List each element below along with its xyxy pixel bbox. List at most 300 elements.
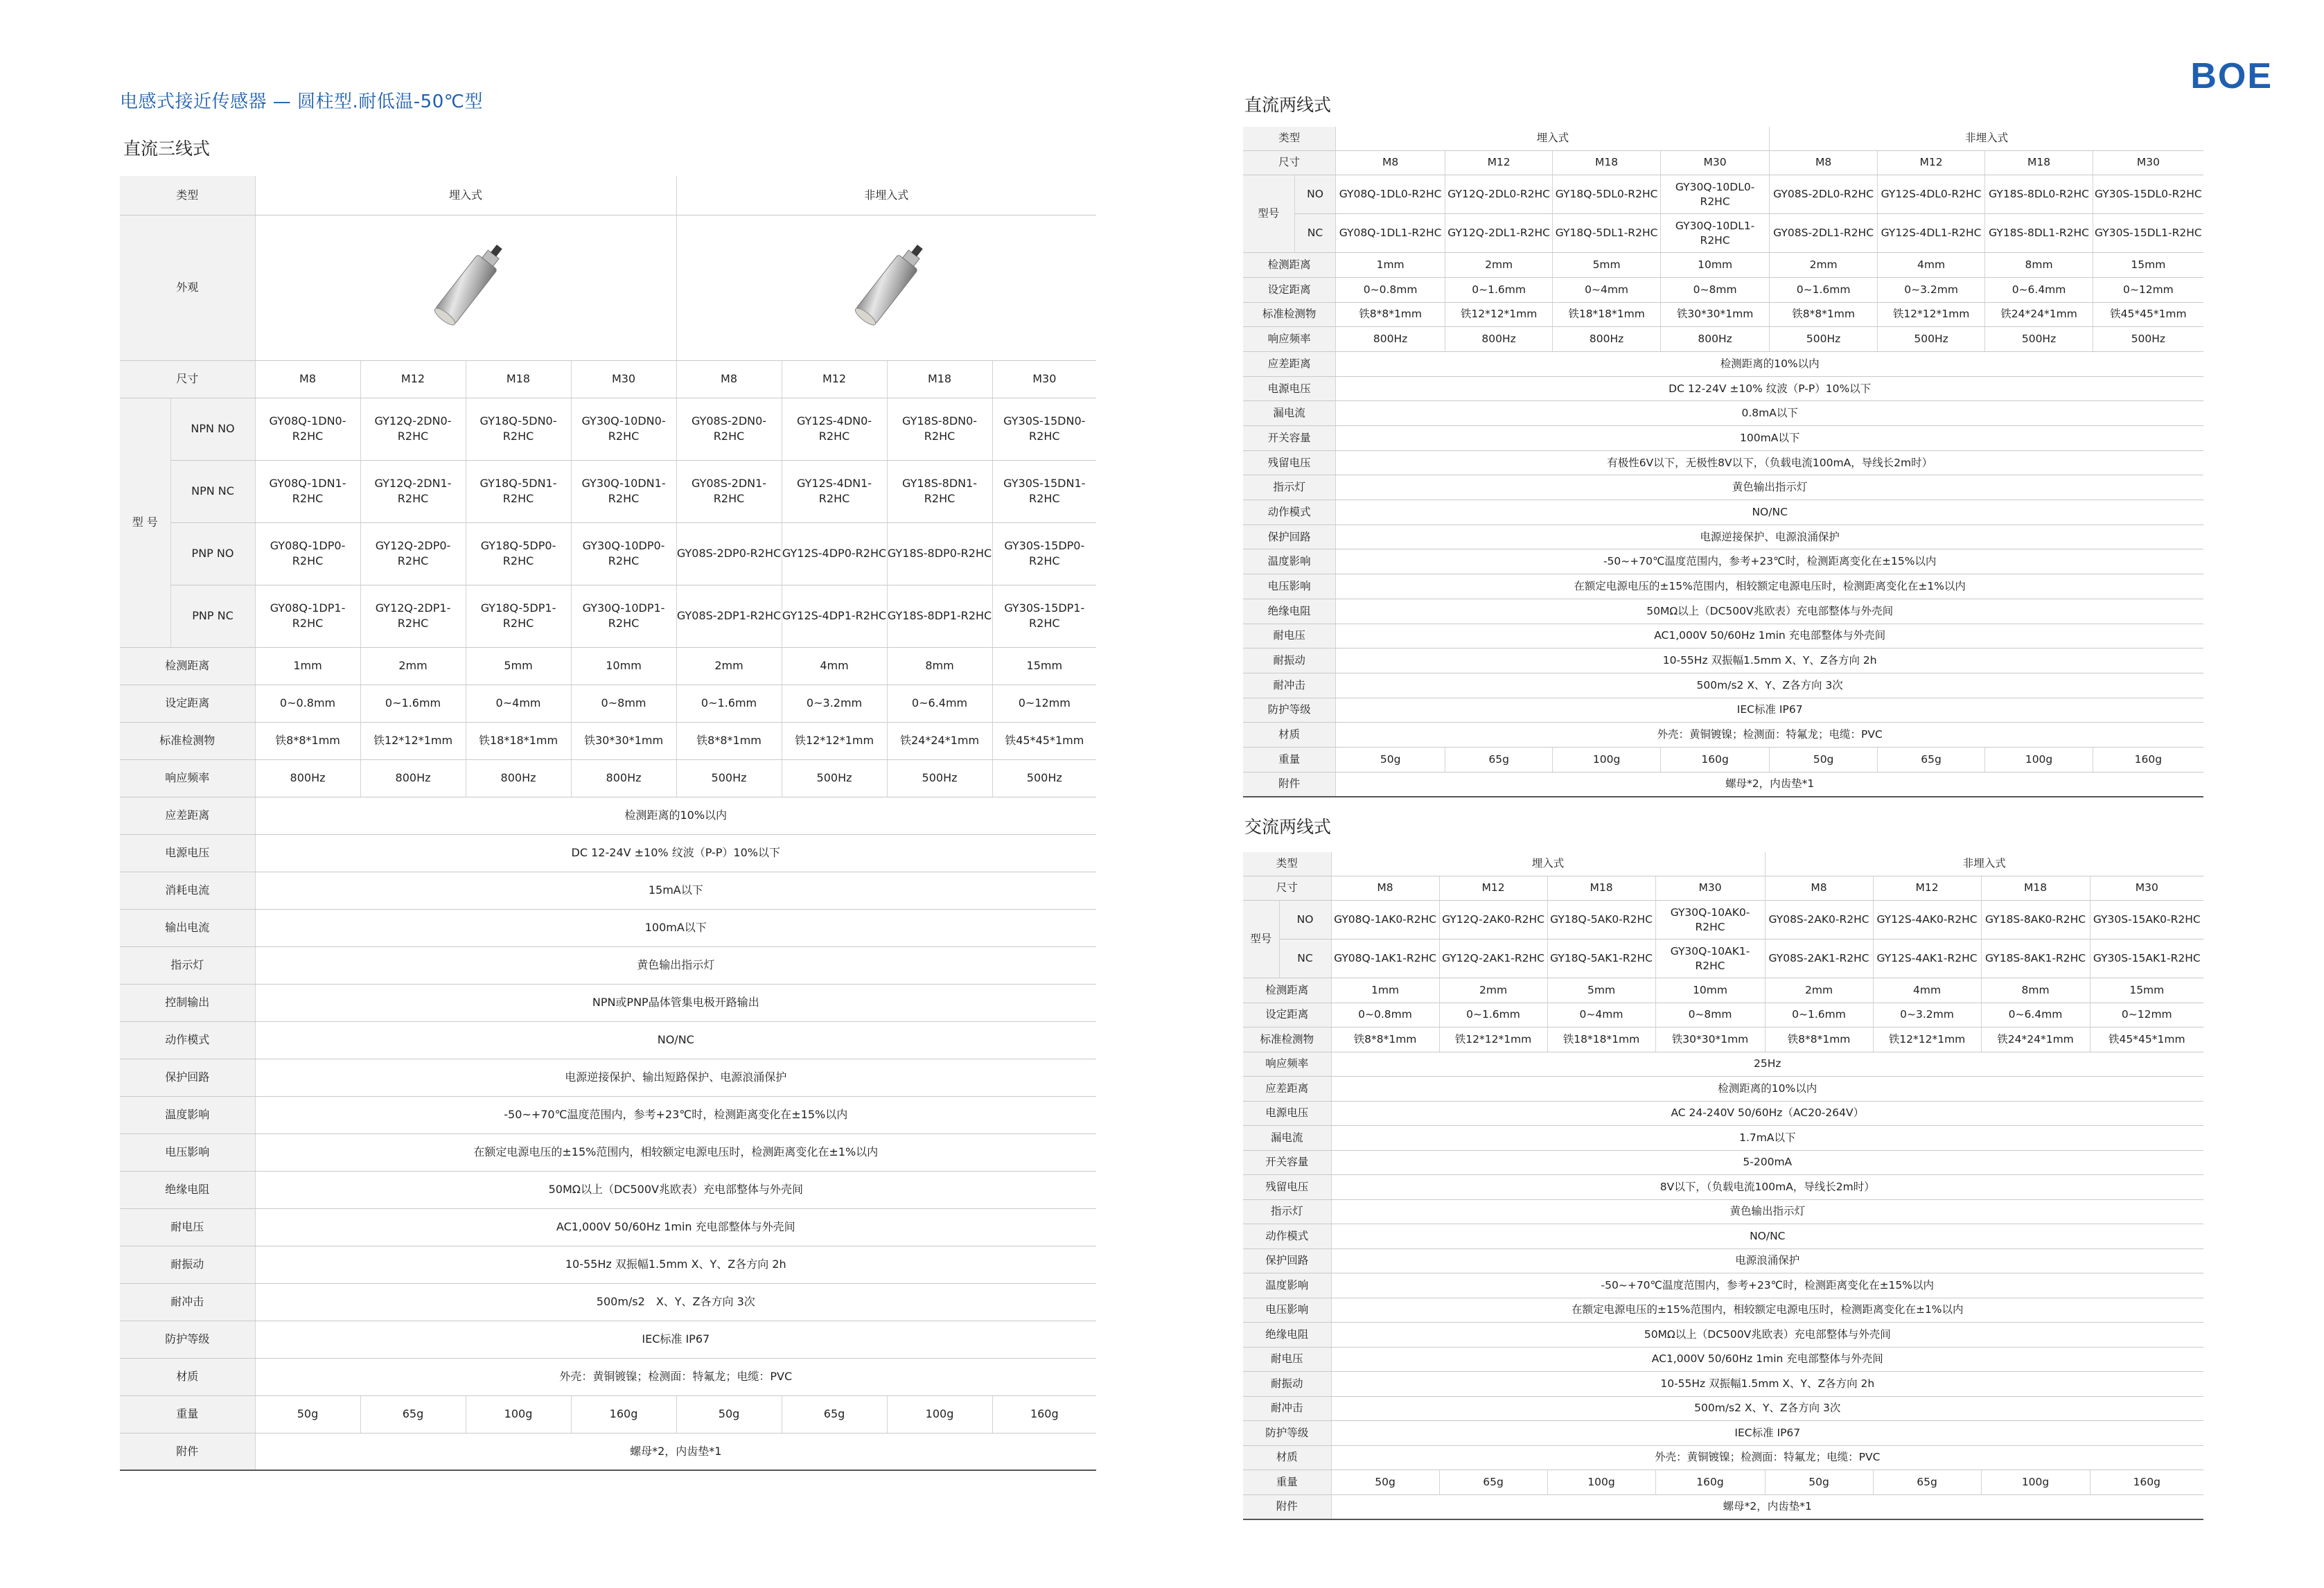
type-embedded: 埋入式: [1336, 127, 1770, 150]
model-number-cell: GY18S-8DL1-R2HC: [1985, 214, 2093, 253]
model-number-cell: GY30Q-10DL1-R2HC: [1660, 214, 1770, 253]
spec-value-cell: 1mm: [1331, 978, 1439, 1003]
size-cell: M18: [1981, 876, 2090, 901]
type-label: 类型: [1243, 852, 1331, 876]
weight-cell: 65g: [1873, 1470, 1981, 1495]
spec-value-cell: 铁30*30*1mm: [1655, 1027, 1765, 1052]
model-number-cell: GY18S-8AK0-R2HC: [1981, 901, 2090, 939]
spec-value-cell: 2mm: [1765, 978, 1873, 1003]
model-number-cell: GY18Q-5DL1-R2HC: [1553, 214, 1660, 253]
model-number-cell: GY30Q-10AK1-R2HC: [1655, 939, 1765, 978]
spec-value: NO/NC: [1331, 1224, 2203, 1249]
sensor-non-embedded-image: [827, 237, 945, 334]
spec-value-cell: 铁18*18*1mm: [1553, 302, 1660, 327]
size-cell: M18: [1547, 876, 1655, 901]
spec-value-cell: 0~6.4mm: [887, 685, 992, 722]
spec-value-cell: 0~1.6mm: [1765, 1003, 1873, 1027]
type-embedded: 埋入式: [255, 176, 676, 215]
spec-label: 设定距离: [120, 685, 255, 722]
spec-value-cell: 铁45*45*1mm: [992, 722, 1096, 759]
model-number-cell: GY30Q-10AK0-R2HC: [1655, 901, 1765, 939]
weight-cell: 160g: [1655, 1470, 1765, 1495]
weight-cell: 50g: [1770, 747, 1877, 772]
spec-label: 绝缘电阻: [1243, 599, 1336, 624]
model-kind: NC: [1294, 214, 1336, 253]
size-cell: M12: [1439, 876, 1547, 901]
weight-cell: 65g: [1439, 1470, 1547, 1495]
model-number-cell: GY12Q-2DN1-R2HC: [360, 460, 466, 522]
model-kind: NO: [1294, 175, 1336, 214]
spec-label: 检测距离: [1243, 978, 1331, 1003]
model-number-cell: GY18Q-5DP0-R2HC: [466, 522, 571, 585]
spec-value-cell: 0~3.2mm: [1873, 1003, 1981, 1027]
size-cell: M30: [992, 360, 1096, 398]
spec-value-cell: 800Hz: [1553, 327, 1660, 352]
spec-value-cell: 铁8*8*1mm: [255, 722, 360, 759]
spec-label: 耐振动: [1243, 1372, 1331, 1397]
spec-value: 8V以下，（负载电流100mA，导线长2m时）: [1331, 1175, 2203, 1200]
model-number-cell: GY30S-15AK1-R2HC: [2090, 939, 2203, 978]
spec-value-cell: 0~8mm: [571, 685, 676, 722]
model-number-cell: GY08S-2DN0-R2HC: [676, 398, 782, 460]
spec-value-cell: 铁12*12*1mm: [360, 722, 466, 759]
model-number-cell: GY18Q-5DL0-R2HC: [1553, 175, 1660, 214]
spec-value: 有极性6V以下，无极性8V以下，（负载电流100mA，导线长2m时）: [1336, 450, 2203, 475]
accessory-value: 螺母*2，内齿垫*1: [255, 1433, 1096, 1470]
weight-cell: 65g: [1877, 747, 1984, 772]
size-cell: M30: [1660, 150, 1770, 175]
model-number-cell: GY08Q-1DN0-R2HC: [255, 398, 360, 460]
spec-label: 耐电压: [120, 1208, 255, 1246]
weight-cell: 65g: [782, 1395, 887, 1433]
page-title: 电感式接近传感器 — 圆柱型.耐低温-50℃型: [120, 91, 483, 112]
spec-value: 50MΩ以上（DC500V兆欧表）充电部整体与外壳间: [1336, 599, 2203, 624]
spec-value: IEC标准 IP67: [255, 1321, 1096, 1358]
spec-label: 残留电压: [1243, 450, 1336, 475]
weight-cell: 100g: [1985, 747, 2093, 772]
spec-label: 电压影响: [1243, 574, 1336, 599]
spec-value-cell: 5mm: [466, 647, 571, 685]
weight-cell: 50g: [1331, 1470, 1439, 1495]
size-cell: M8: [1331, 876, 1439, 901]
spec-value-cell: 0~4mm: [1547, 1003, 1655, 1027]
model-number-cell: GY30S-15AK0-R2HC: [2090, 901, 2203, 939]
spec-label: 设定距离: [1243, 1003, 1331, 1027]
spec-value-cell: 0~0.8mm: [1331, 1003, 1439, 1027]
spec-value-cell: 铁24*24*1mm: [1981, 1027, 2090, 1052]
spec-label: 开关容量: [1243, 1150, 1331, 1175]
spec-value-cell: 15mm: [2093, 253, 2203, 278]
spec-value-cell: 0~0.8mm: [1336, 277, 1445, 302]
accessory-value: 螺母*2，内齿垫*1: [1336, 772, 2203, 797]
model-number-cell: GY08S-2AK0-R2HC: [1765, 901, 1873, 939]
spec-value-cell: 铁8*8*1mm: [1336, 302, 1445, 327]
boe-logo: BOE: [2190, 56, 2273, 96]
spec-label: 材质: [1243, 1445, 1331, 1470]
size-cell: M30: [2093, 150, 2203, 175]
spec-label: 耐冲击: [120, 1283, 255, 1321]
spec-value: 外壳：黄铜镀镍；检测面：特氟龙；电缆：PVC: [1331, 1445, 2203, 1470]
model-number-cell: GY30Q-10DP0-R2HC: [571, 522, 676, 585]
spec-value-cell: 500Hz: [676, 759, 782, 797]
spec-label: 电压影响: [120, 1133, 255, 1171]
spec-value-cell: 0~3.2mm: [782, 685, 887, 722]
spec-value-cell: 15mm: [2090, 978, 2203, 1003]
spec-label: 保护回路: [1243, 1249, 1331, 1273]
spec-label: 耐冲击: [1243, 1396, 1331, 1421]
spec-value-cell: 0~8mm: [1655, 1003, 1765, 1027]
spec-value-cell: 800Hz: [466, 759, 571, 797]
spec-value: 在额定电源电压的±15%范围内，相较额定电源电压时，检测距离变化在±1%以内: [1336, 574, 2203, 599]
spec-value: 10-55Hz 双振幅1.5mm X、Y、Z各方向 2h: [255, 1246, 1096, 1283]
spec-value-cell: 铁12*12*1mm: [782, 722, 887, 759]
section-title-dc2: 直流两线式: [1244, 95, 1332, 115]
spec-value-cell: 0~4mm: [466, 685, 571, 722]
spec-label: 检测距离: [120, 647, 255, 685]
spec-label: 漏电流: [1243, 401, 1336, 426]
spec-value-cell: 0~3.2mm: [1877, 277, 1984, 302]
spec-value-cell: 铁18*18*1mm: [466, 722, 571, 759]
model-number-cell: GY18Q-5AK0-R2HC: [1547, 901, 1655, 939]
model-number-cell: GY12S-4DN0-R2HC: [782, 398, 887, 460]
weight-cell: 160g: [992, 1395, 1096, 1433]
size-cell: M8: [255, 360, 360, 398]
spec-label: 材质: [1243, 723, 1336, 748]
weight-cell: 160g: [2090, 1470, 2203, 1495]
size-label: 尺寸: [120, 360, 255, 398]
model-number-cell: GY12S-4DN1-R2HC: [782, 460, 887, 522]
type-non-embedded: 非埋入式: [676, 176, 1096, 215]
spec-value: 外壳：黄铜镀镍；检测面：特氟龙；电缆：PVC: [1336, 723, 2203, 748]
model-number-cell: GY18Q-5DN0-R2HC: [466, 398, 571, 460]
model-number-cell: GY12S-4DP1-R2HC: [782, 585, 887, 647]
model-number-cell: GY12Q-2DP0-R2HC: [360, 522, 466, 585]
spec-label: 响应频率: [1243, 327, 1336, 352]
model-kind: PNP NC: [170, 585, 255, 647]
spec-value: 100mA以下: [255, 909, 1096, 946]
model-number-cell: GY08Q-1DN1-R2HC: [255, 460, 360, 522]
spec-label: 漏电流: [1243, 1126, 1331, 1151]
section-title-dc3: 直流三线式: [123, 139, 211, 159]
spec-value-cell: 0~6.4mm: [1985, 277, 2093, 302]
spec-value-cell: 1mm: [255, 647, 360, 685]
spec-value-cell: 0~12mm: [2093, 277, 2203, 302]
spec-value-cell: 铁8*8*1mm: [1765, 1027, 1873, 1052]
accessory-value: 螺母*2，内齿垫*1: [1331, 1494, 2203, 1519]
spec-value: 15mA以下: [255, 872, 1096, 909]
weight-cell: 65g: [360, 1395, 466, 1433]
spec-value: 1.7mA以下: [1331, 1126, 2203, 1151]
spec-label: 耐振动: [120, 1246, 255, 1283]
spec-label: 输出电流: [120, 909, 255, 946]
model-number-cell: GY12Q-2AK1-R2HC: [1439, 939, 1547, 978]
spec-value-cell: 8mm: [1985, 253, 2093, 278]
spec-value-cell: 5mm: [1547, 978, 1655, 1003]
model-number-cell: GY08S-2DL0-R2HC: [1770, 175, 1877, 214]
spec-value-cell: 800Hz: [1336, 327, 1445, 352]
model-kind: NO: [1279, 901, 1331, 939]
spec-value-cell: 铁45*45*1mm: [2093, 302, 2203, 327]
spec-value: 在额定电源电压的±15%范围内，相较额定电源电压时，检测距离变化在±1%以内: [1331, 1298, 2203, 1323]
spec-value: AC1,000V 50/60Hz 1min 充电部整体与外壳间: [1331, 1347, 2203, 1372]
spec-value: AC 24-240V 50/60Hz（AC20-264V）: [1331, 1101, 2203, 1126]
spec-value-cell: 铁30*30*1mm: [1660, 302, 1770, 327]
appearance-non-embedded-image: [676, 215, 1096, 360]
spec-value-cell: 铁8*8*1mm: [676, 722, 782, 759]
size-cell: M8: [1765, 876, 1873, 901]
spec-value-cell: 2mm: [676, 647, 782, 685]
spec-table-ac2: [1243, 852, 2203, 1520]
spec-value: -50~+70℃温度范围内，参考+23℃时，检测距离变化在±15%以内: [1331, 1273, 2203, 1298]
spec-label: 保护回路: [1243, 524, 1336, 549]
spec-value: 10-55Hz 双振幅1.5mm X、Y、Z各方向 2h: [1331, 1372, 2203, 1397]
spec-value-cell: 5mm: [1553, 253, 1660, 278]
model-number-cell: GY18S-8DL0-R2HC: [1985, 175, 2093, 214]
model-number-cell: GY30S-15DL0-R2HC: [2093, 175, 2203, 214]
model-number-cell: GY18S-8DN0-R2HC: [887, 398, 992, 460]
spec-value-cell: 铁12*12*1mm: [1445, 302, 1552, 327]
model-number-cell: GY12S-4DL0-R2HC: [1877, 175, 1984, 214]
spec-value: 检测距离的10%以内: [1336, 351, 2203, 376]
spec-value: NO/NC: [1336, 500, 2203, 525]
spec-value: 500m/s2 X、Y、Z各方向 3次: [1331, 1396, 2203, 1421]
spec-value-cell: 800Hz: [571, 759, 676, 797]
spec-value-cell: 500Hz: [992, 759, 1096, 797]
spec-label: 应差距离: [1243, 1077, 1331, 1102]
spec-value: 在额定电源电压的±15%范围内，相较额定电源电压时，检测距离变化在±1%以内: [255, 1133, 1096, 1171]
model-number-cell: GY12S-4DL1-R2HC: [1877, 214, 1984, 253]
spec-value-cell: 800Hz: [360, 759, 466, 797]
spec-label: 应差距离: [1243, 351, 1336, 376]
appearance-label: 外观: [120, 215, 255, 360]
spec-label: 指示灯: [120, 946, 255, 984]
model-number-cell: GY18S-8AK1-R2HC: [1981, 939, 2090, 978]
spec-label: 动作模式: [1243, 1224, 1331, 1249]
spec-value-cell: 0~4mm: [1553, 277, 1660, 302]
size-cell: M12: [360, 360, 466, 398]
spec-value-cell: 500Hz: [1877, 327, 1984, 352]
weight-cell: 65g: [1445, 747, 1552, 772]
weight-cell: 100g: [466, 1395, 571, 1433]
model-number-cell: GY12S-4AK0-R2HC: [1873, 901, 1981, 939]
model-number-cell: GY18S-8DP1-R2HC: [887, 585, 992, 647]
spec-label: 电源电压: [1243, 1101, 1331, 1126]
accessory-label: 附件: [1243, 772, 1336, 797]
spec-value-cell: 8mm: [1981, 978, 2090, 1003]
model-number-cell: GY08S-2DP1-R2HC: [676, 585, 782, 647]
spec-value-cell: 铁12*12*1mm: [1439, 1027, 1547, 1052]
spec-value: 50MΩ以上（DC500V兆欧表）充电部整体与外壳间: [255, 1171, 1096, 1208]
spec-value: NO/NC: [255, 1021, 1096, 1059]
weight-cell: 50g: [1765, 1470, 1873, 1495]
type-label: 类型: [120, 176, 255, 215]
spec-value-cell: 800Hz: [1445, 327, 1552, 352]
spec-value: 检测距离的10%以内: [1331, 1077, 2203, 1102]
spec-value-cell: 500Hz: [782, 759, 887, 797]
weight-cell: 160g: [1660, 747, 1770, 772]
spec-value-cell: 0~12mm: [992, 685, 1096, 722]
model-number-cell: GY30S-15DP1-R2HC: [992, 585, 1096, 647]
type-non-embedded: 非埋入式: [1765, 852, 2203, 876]
spec-label: 材质: [120, 1358, 255, 1395]
spec-value-cell: 500Hz: [1770, 327, 1877, 352]
size-cell: M8: [1336, 150, 1445, 175]
spec-label: 检测距离: [1243, 253, 1336, 278]
spec-value: AC1,000V 50/60Hz 1min 充电部整体与外壳间: [1336, 624, 2203, 649]
weight-cell: 160g: [571, 1395, 676, 1433]
spec-table-dc2: [1243, 127, 2203, 797]
model-number-cell: GY08Q-1DL1-R2HC: [1336, 214, 1445, 253]
spec-value-cell: 500Hz: [887, 759, 992, 797]
size-cell: M8: [676, 360, 782, 398]
size-label: 尺寸: [1243, 150, 1336, 175]
model-number-cell: GY30Q-10DN0-R2HC: [571, 398, 676, 460]
spec-label: 耐冲击: [1243, 673, 1336, 698]
spec-value-cell: 铁8*8*1mm: [1770, 302, 1877, 327]
spec-value-cell: 铁8*8*1mm: [1331, 1027, 1439, 1052]
spec-value: 电源逆接保护、输出短路保护、电源浪涌保护: [255, 1059, 1096, 1096]
model-number-cell: GY18S-8DP0-R2HC: [887, 522, 992, 585]
size-cell: M30: [571, 360, 676, 398]
spec-label: 控制输出: [120, 984, 255, 1021]
spec-label: 温度影响: [1243, 549, 1336, 574]
spec-value: -50~+70℃温度范围内，参考+23℃时，检测距离变化在±15%以内: [255, 1096, 1096, 1133]
weight-label: 重量: [120, 1395, 255, 1433]
accessory-label: 附件: [120, 1433, 255, 1470]
type-non-embedded: 非埋入式: [1770, 127, 2203, 150]
accessory-label: 附件: [1243, 1494, 1331, 1519]
spec-value-cell: 铁30*30*1mm: [571, 722, 676, 759]
spec-value-cell: 铁18*18*1mm: [1547, 1027, 1655, 1052]
model-number-cell: GY12S-4DP0-R2HC: [782, 522, 887, 585]
size-cell: M12: [1445, 150, 1552, 175]
spec-value-cell: 0~8mm: [1660, 277, 1770, 302]
section-title-ac2: 交流两线式: [1244, 817, 1332, 837]
spec-label: 电压影响: [1243, 1298, 1331, 1323]
model-kind: NC: [1279, 939, 1331, 978]
spec-label: 标准检测物: [1243, 1027, 1331, 1052]
spec-value: 500m/s2 X、Y、Z各方向 3次: [255, 1283, 1096, 1321]
spec-value-cell: 0~0.8mm: [255, 685, 360, 722]
model-number-cell: GY30S-15DN1-R2HC: [992, 460, 1096, 522]
model-number-cell: GY12Q-2DP1-R2HC: [360, 585, 466, 647]
spec-value-cell: 0~1.6mm: [360, 685, 466, 722]
spec-value-cell: 铁12*12*1mm: [1877, 302, 1984, 327]
size-label: 尺寸: [1243, 876, 1331, 901]
spec-value-cell: 0~6.4mm: [1981, 1003, 2090, 1027]
spec-value: 50MΩ以上（DC500V兆欧表）充电部整体与外壳间: [1331, 1323, 2203, 1348]
spec-value: IEC标准 IP67: [1336, 698, 2203, 723]
spec-value: 黄色输出指示灯: [1331, 1199, 2203, 1224]
spec-label: 开关容量: [1243, 426, 1336, 451]
spec-label: 防护等级: [120, 1321, 255, 1358]
model-number-cell: GY08S-2DP0-R2HC: [676, 522, 782, 585]
spec-value: IEC标准 IP67: [1331, 1421, 2203, 1446]
spec-value-cell: 10mm: [571, 647, 676, 685]
spec-value-cell: 铁24*24*1mm: [1985, 302, 2093, 327]
spec-label: 温度影响: [1243, 1273, 1331, 1298]
size-cell: M30: [1655, 876, 1765, 901]
size-cell: M18: [1985, 150, 2093, 175]
spec-table-dc3: [120, 176, 1096, 1471]
spec-value: 黄色输出指示灯: [1336, 475, 2203, 500]
weight-cell: 50g: [676, 1395, 782, 1433]
model-number-cell: GY30S-15DL1-R2HC: [2093, 214, 2203, 253]
spec-value-cell: 500Hz: [1985, 327, 2093, 352]
spec-label: 设定距离: [1243, 277, 1336, 302]
weight-cell: 100g: [1981, 1470, 2090, 1495]
spec-value-cell: 2mm: [1770, 253, 1877, 278]
model-number-cell: GY12Q-2AK0-R2HC: [1439, 901, 1547, 939]
size-cell: M18: [887, 360, 992, 398]
spec-label: 温度影响: [120, 1096, 255, 1133]
spec-value-cell: 800Hz: [255, 759, 360, 797]
spec-value: AC1,000V 50/60Hz 1min 充电部整体与外壳间: [255, 1208, 1096, 1246]
spec-label: 防护等级: [1243, 698, 1336, 723]
spec-value-cell: 1mm: [1336, 253, 1445, 278]
model-kind: NPN NO: [170, 398, 255, 460]
appearance-embedded-image: [255, 215, 676, 360]
spec-value: DC 12-24V ±10% 纹波（P-P）10%以下: [255, 834, 1096, 872]
model-number-cell: GY08Q-1DP0-R2HC: [255, 522, 360, 585]
spec-label: 响应频率: [120, 759, 255, 797]
spec-value: 电源浪涌保护: [1331, 1249, 2203, 1273]
model-number-cell: GY30S-15DN0-R2HC: [992, 398, 1096, 460]
spec-value: 0.8mA以下: [1336, 401, 2203, 426]
spec-value-cell: 0~1.6mm: [676, 685, 782, 722]
model-kind: NPN NC: [170, 460, 255, 522]
model-label: 型号: [1243, 901, 1279, 978]
weight-cell: 50g: [255, 1395, 360, 1433]
model-number-cell: GY08S-2DL1-R2HC: [1770, 214, 1877, 253]
spec-value-cell: 0~1.6mm: [1445, 277, 1552, 302]
sensor-embedded-image: [407, 237, 525, 334]
size-cell: M12: [782, 360, 887, 398]
size-cell: M12: [1873, 876, 1981, 901]
model-kind: PNP NO: [170, 522, 255, 585]
spec-label: 动作模式: [120, 1021, 255, 1059]
weight-cell: 100g: [1547, 1470, 1655, 1495]
spec-label: 耐电压: [1243, 624, 1336, 649]
model-number-cell: GY30S-15DP0-R2HC: [992, 522, 1096, 585]
spec-value: 黄色输出指示灯: [255, 946, 1096, 984]
spec-value-cell: 2mm: [360, 647, 466, 685]
spec-value: 外壳：黄铜镀镍；检测面：特氟龙；电缆：PVC: [255, 1358, 1096, 1395]
spec-value: 100mA以下: [1336, 426, 2203, 451]
spec-value: 电源逆接保护、电源浪涌保护: [1336, 524, 2203, 549]
weight-cell: 160g: [2093, 747, 2203, 772]
spec-value-cell: 500Hz: [2093, 327, 2203, 352]
weight-cell: 100g: [887, 1395, 992, 1433]
model-number-cell: GY12Q-2DL0-R2HC: [1445, 175, 1552, 214]
type-embedded: 埋入式: [1331, 852, 1765, 876]
spec-label: 防护等级: [1243, 1421, 1331, 1446]
spec-value: 检测距离的10%以内: [255, 797, 1096, 834]
spec-value: DC 12-24V ±10% 纹波（P-P）10%以下: [1336, 376, 2203, 401]
model-number-cell: GY08S-2AK1-R2HC: [1765, 939, 1873, 978]
spec-value-cell: 10mm: [1655, 978, 1765, 1003]
model-number-cell: GY08Q-1AK0-R2HC: [1331, 901, 1439, 939]
spec-label: 标准检测物: [120, 722, 255, 759]
size-cell: M8: [1770, 150, 1877, 175]
spec-label: 电源电压: [120, 834, 255, 872]
spec-value-cell: 2mm: [1445, 253, 1552, 278]
spec-value-cell: 0~1.6mm: [1439, 1003, 1547, 1027]
spec-label: 保护回路: [120, 1059, 255, 1096]
model-number-cell: GY18S-8DN1-R2HC: [887, 460, 992, 522]
spec-value-cell: 15mm: [992, 647, 1096, 685]
spec-label: 电源电压: [1243, 376, 1336, 401]
